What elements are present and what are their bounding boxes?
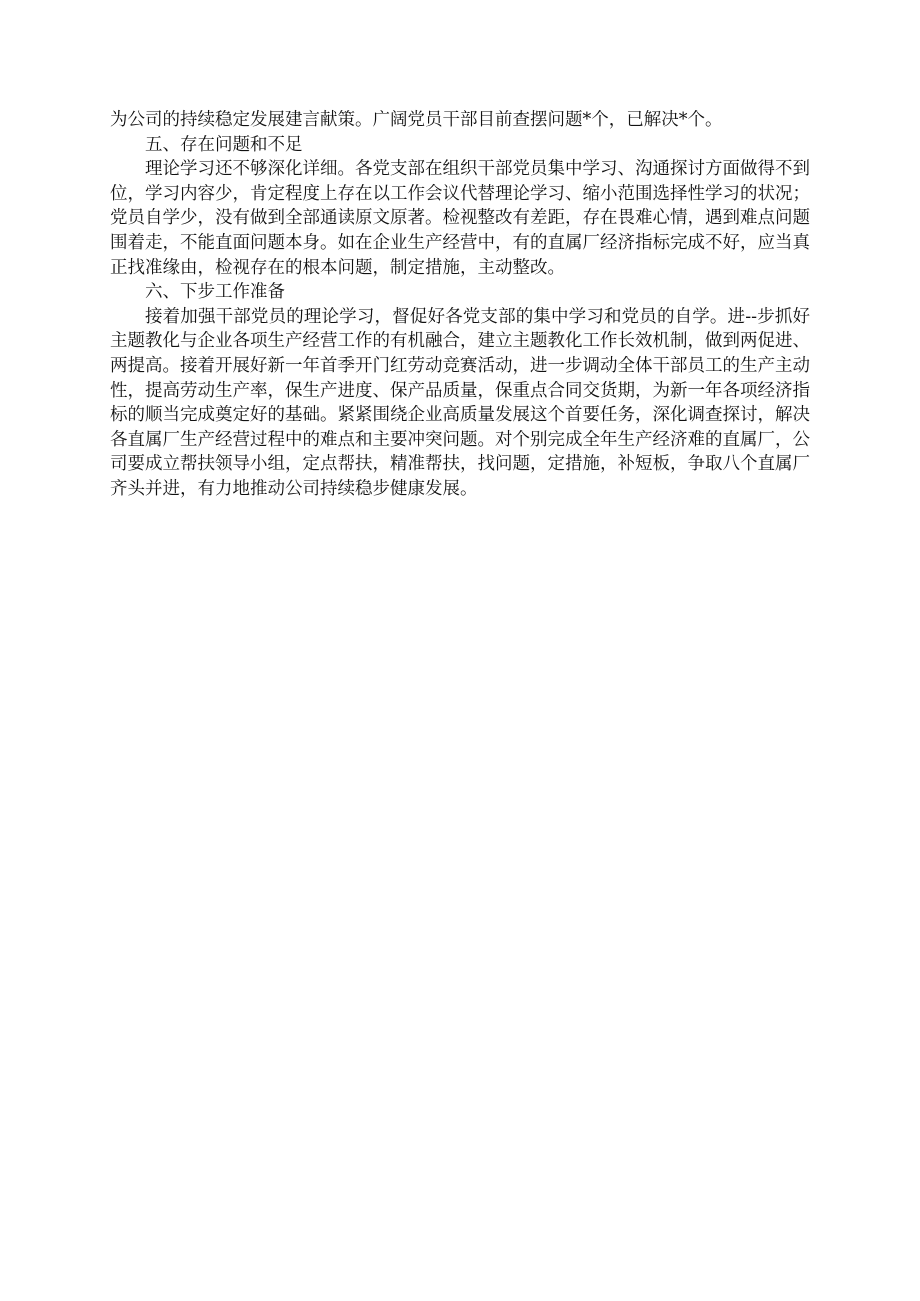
document-body xyxy=(110,108,810,502)
paragraph-continuation: 为公司的持续稳定发展建言献策。广阔党员干部目前查摆问题*个，已解决*个。 xyxy=(110,110,723,130)
section-heading-next-steps: 六、下步工作准备 xyxy=(145,282,285,303)
paragraph-problems: 理论学习还不够深化详细。各党支部在组织干部党员集中学习、沟通探讨方面做得不到位，学习内容少，肯定程度上存在以工作会议代替理论学习、缩小范围选择性学习的状况；党员自学少，没有做到全部通读原文原著。检视整改有差距，存在畏难心情，遇到难点问题围着走，不能直面问题本身。如在企业生产经营中，有的直属厂经济指标完成不好，应当真正找准缘由，检视存在的根本问题，制定措施，主动整改。 xyxy=(110,159,810,278)
section-heading-problems: 五、存在问题和不足 xyxy=(145,134,303,155)
paragraph-next-steps: 接着加强干部党员的理论学习，督促好各党支部的集中学习和党员的自学。进--步抓好主题教化与企业各项生产经营工作的有机融合，建立主题教化工作长效机制，做到两促进、两提高。接着开展好新一年首季开门红劳动竞赛活动，进一步调动全体干部员工的生产主动性，提高劳动生产率，保生产进度、保产品质量，保重点合同交货期，为新一年各项经济指标的顺当完成奠定好的基础。紧紧围绕企业高质量发展这个首要任务，深化调查探讨，解决各直属厂生产经营过程中的难点和主要冲突问题。对个别完成全年生产经济难的直属厂，公司要成立帮扶领导小组，定点帮扶，精准帮扶，找问题，定措施，补短板，争取八个直属厂齐头并进，有力地推动公司持续稳步健康发展。 xyxy=(110,306,810,499)
